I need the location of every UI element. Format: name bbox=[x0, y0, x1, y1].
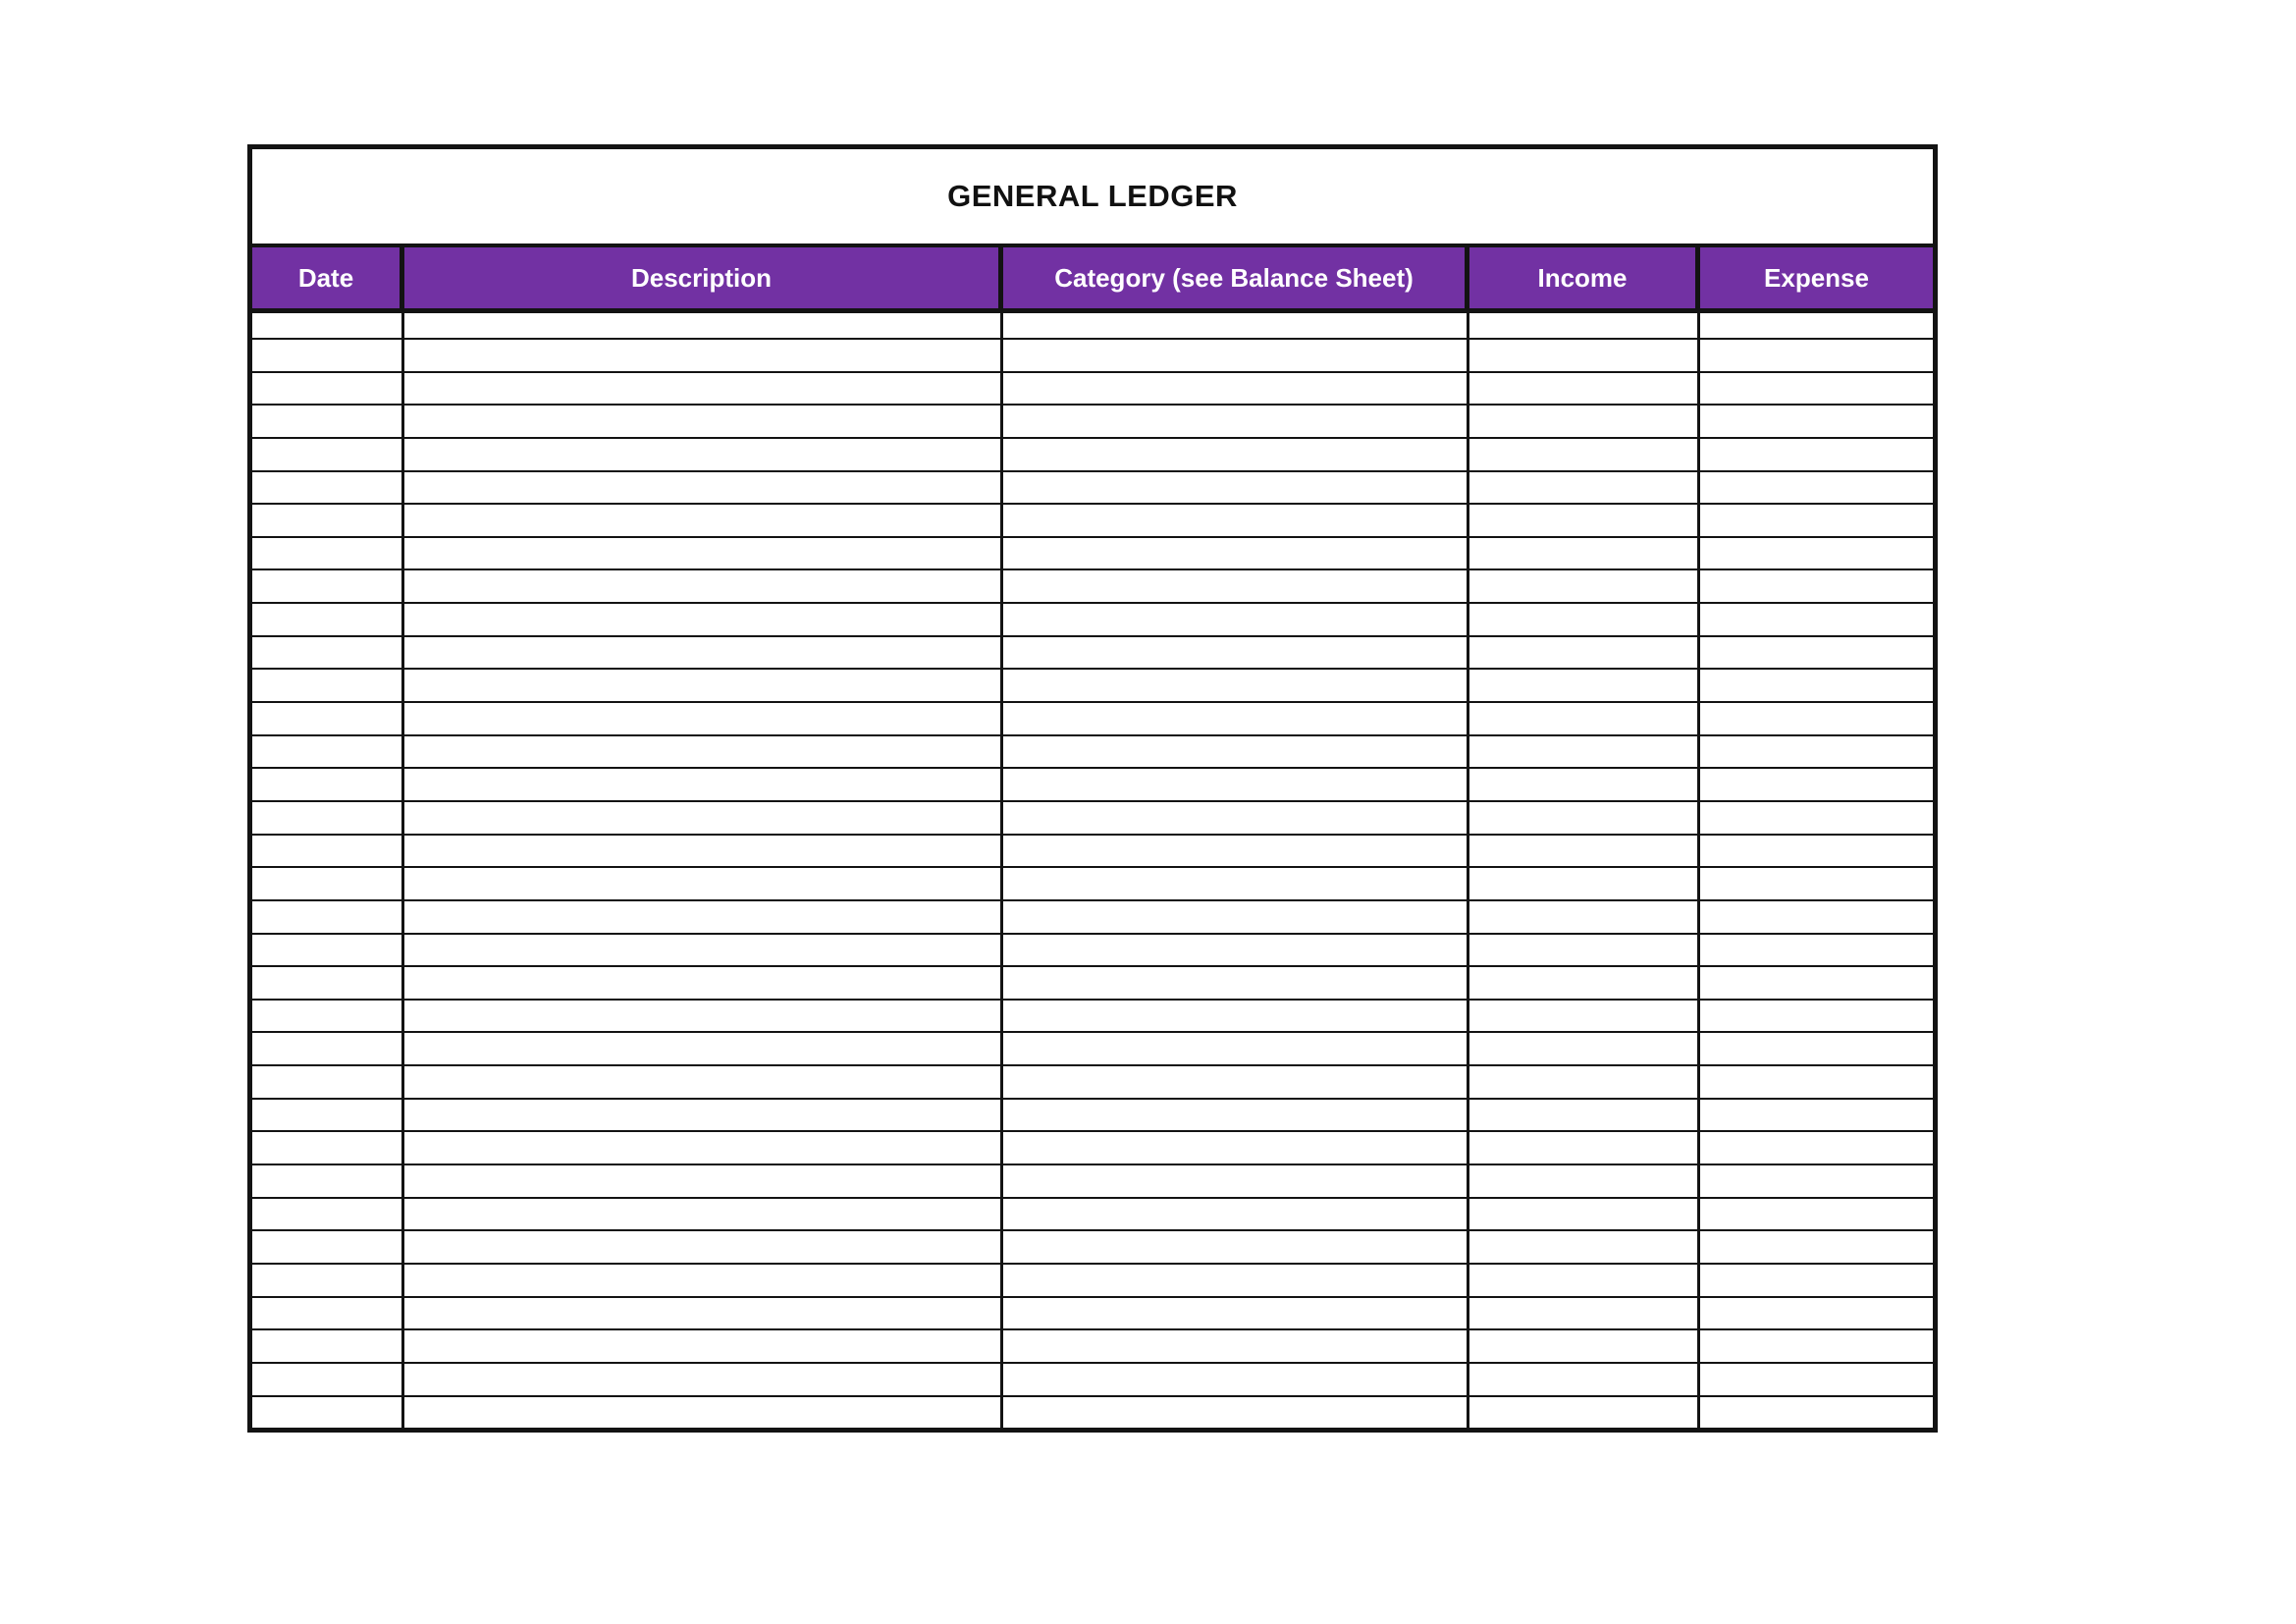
ledger-cell[interactable] bbox=[1469, 570, 1700, 602]
ledger-cell[interactable] bbox=[1003, 1330, 1469, 1362]
ledger-cell[interactable] bbox=[1003, 802, 1469, 834]
ledger-cell[interactable] bbox=[404, 967, 1003, 999]
ledger-cell[interactable] bbox=[252, 670, 404, 701]
ledger-title-row bbox=[252, 149, 1933, 247]
ledger-cell[interactable] bbox=[252, 373, 404, 405]
ledger-cell[interactable] bbox=[252, 505, 404, 536]
ledger-cell[interactable] bbox=[1700, 1033, 1933, 1064]
ledger-cell[interactable] bbox=[1003, 1165, 1469, 1197]
ledger-cell[interactable] bbox=[252, 472, 404, 504]
ledger-cell[interactable] bbox=[1003, 935, 1469, 966]
ledger-cell[interactable] bbox=[1700, 935, 1933, 966]
ledger-cell[interactable] bbox=[252, 967, 404, 999]
ledger-row bbox=[252, 1066, 1933, 1100]
ledger-cell[interactable] bbox=[252, 1066, 404, 1098]
ledger-cell[interactable] bbox=[1700, 604, 1933, 635]
ledger-row bbox=[252, 1298, 1933, 1331]
ledger-cell[interactable] bbox=[1469, 769, 1700, 800]
ledger-cell[interactable] bbox=[404, 570, 1003, 602]
ledger-cell[interactable] bbox=[1469, 1397, 1700, 1429]
ledger-row bbox=[252, 472, 1933, 506]
ledger-cell[interactable] bbox=[252, 1001, 404, 1032]
ledger-cell[interactable] bbox=[1700, 1231, 1933, 1263]
ledger-cell[interactable] bbox=[252, 1231, 404, 1263]
ledger-cell[interactable] bbox=[404, 1265, 1003, 1296]
ledger-cell[interactable] bbox=[404, 769, 1003, 800]
ledger-row bbox=[252, 1231, 1933, 1265]
ledger-cell[interactable] bbox=[1003, 1298, 1469, 1329]
ledger-cell[interactable] bbox=[1700, 901, 1933, 933]
ledger-cell[interactable] bbox=[252, 1265, 404, 1296]
column-header-income: Income bbox=[1469, 247, 1700, 308]
ledger-cell[interactable] bbox=[1003, 1001, 1469, 1032]
column-header-expense: Expense bbox=[1700, 247, 1933, 308]
ledger-cell[interactable] bbox=[1700, 967, 1933, 999]
ledger-cell[interactable] bbox=[404, 439, 1003, 470]
ledger-cell[interactable] bbox=[1469, 935, 1700, 966]
ledger-cell[interactable] bbox=[1700, 1001, 1933, 1032]
ledger-row bbox=[252, 505, 1933, 538]
ledger-cell[interactable] bbox=[1700, 637, 1933, 669]
ledger-row bbox=[252, 935, 1933, 968]
ledger-row bbox=[252, 1001, 1933, 1034]
ledger-row bbox=[252, 406, 1933, 439]
ledger-cell[interactable] bbox=[404, 406, 1003, 437]
ledger-cell[interactable] bbox=[1003, 703, 1469, 734]
ledger-row bbox=[252, 1364, 1933, 1397]
ledger-cell[interactable] bbox=[1700, 373, 1933, 405]
ledger-cell[interactable] bbox=[1003, 1100, 1469, 1131]
ledger-cell[interactable] bbox=[404, 538, 1003, 569]
ledger-header-row bbox=[252, 247, 1933, 313]
ledger-row bbox=[252, 736, 1933, 770]
ledger-cell[interactable] bbox=[404, 340, 1003, 371]
ledger-cell[interactable] bbox=[1003, 836, 1469, 867]
ledger-cell[interactable] bbox=[252, 703, 404, 734]
ledger-cell[interactable] bbox=[1003, 1132, 1469, 1164]
ledger-cell[interactable] bbox=[1700, 340, 1933, 371]
ledger-cell[interactable] bbox=[1700, 1100, 1933, 1131]
ledger-cell[interactable] bbox=[1469, 472, 1700, 504]
ledger-cell[interactable] bbox=[1469, 1132, 1700, 1164]
ledger-cell[interactable] bbox=[1003, 604, 1469, 635]
ledger-cell[interactable] bbox=[404, 1364, 1003, 1395]
ledger-cell[interactable] bbox=[1003, 1199, 1469, 1230]
ledger-cell[interactable] bbox=[404, 313, 1003, 338]
ledger-cell[interactable] bbox=[404, 901, 1003, 933]
ledger-cell[interactable] bbox=[1469, 373, 1700, 405]
ledger-row bbox=[252, 901, 1933, 935]
ledger-row bbox=[252, 1330, 1933, 1364]
ledger-cell[interactable] bbox=[1003, 1397, 1469, 1429]
ledger-cell[interactable] bbox=[1700, 472, 1933, 504]
ledger-cell[interactable] bbox=[1700, 1397, 1933, 1429]
ledger-cell[interactable] bbox=[1700, 1330, 1933, 1362]
ledger-cell[interactable] bbox=[1003, 736, 1469, 768]
ledger-cell[interactable] bbox=[1469, 1199, 1700, 1230]
ledger-cell[interactable] bbox=[252, 1199, 404, 1230]
ledger-cell[interactable] bbox=[404, 736, 1003, 768]
ledger-cell[interactable] bbox=[1469, 1265, 1700, 1296]
ledger-cell[interactable] bbox=[1469, 313, 1700, 338]
ledger-cell[interactable] bbox=[1003, 1364, 1469, 1395]
ledger-body bbox=[252, 313, 1933, 1428]
ledger-cell[interactable] bbox=[404, 670, 1003, 701]
ledger-cell[interactable] bbox=[252, 538, 404, 569]
ledger-cell[interactable] bbox=[1003, 670, 1469, 701]
ledger-cell[interactable] bbox=[1003, 570, 1469, 602]
ledger-cell[interactable] bbox=[404, 637, 1003, 669]
ledger-row bbox=[252, 637, 1933, 671]
ledger-row bbox=[252, 1265, 1933, 1298]
ledger-row bbox=[252, 1199, 1933, 1232]
ledger-cell[interactable] bbox=[1700, 1132, 1933, 1164]
ledger-cell[interactable] bbox=[252, 836, 404, 867]
ledger-cell[interactable] bbox=[1003, 313, 1469, 338]
ledger-cell[interactable] bbox=[404, 1397, 1003, 1429]
ledger-cell[interactable] bbox=[1700, 1298, 1933, 1329]
ledger-row bbox=[252, 967, 1933, 1001]
ledger-cell[interactable] bbox=[404, 802, 1003, 834]
ledger-cell[interactable] bbox=[1700, 1265, 1933, 1296]
ledger-title: GENERAL LEDGER bbox=[947, 179, 1238, 213]
ledger-cell[interactable] bbox=[1469, 901, 1700, 933]
ledger-cell[interactable] bbox=[1003, 439, 1469, 470]
ledger-row bbox=[252, 868, 1933, 901]
ledger-row bbox=[252, 373, 1933, 406]
ledger-cell[interactable] bbox=[1003, 406, 1469, 437]
ledger-cell[interactable] bbox=[1700, 570, 1933, 602]
ledger-cell[interactable] bbox=[1469, 1330, 1700, 1362]
ledger-cell[interactable] bbox=[252, 802, 404, 834]
ledger-cell[interactable] bbox=[252, 769, 404, 800]
ledger-row bbox=[252, 1397, 1933, 1429]
ledger-cell[interactable] bbox=[1700, 703, 1933, 734]
general-ledger-table bbox=[247, 144, 1938, 1433]
ledger-row bbox=[252, 769, 1933, 802]
ledger-row bbox=[252, 604, 1933, 637]
ledger-cell[interactable] bbox=[404, 703, 1003, 734]
ledger-cell[interactable] bbox=[1700, 1364, 1933, 1395]
ledger-cell[interactable] bbox=[252, 1330, 404, 1362]
ledger-cell[interactable] bbox=[1003, 1066, 1469, 1098]
ledger-row bbox=[252, 1132, 1933, 1165]
ledger-cell[interactable] bbox=[1003, 901, 1469, 933]
ledger-row bbox=[252, 1033, 1933, 1066]
ledger-cell[interactable] bbox=[404, 836, 1003, 867]
ledger-cell[interactable] bbox=[252, 901, 404, 933]
ledger-cell[interactable] bbox=[252, 736, 404, 768]
ledger-cell[interactable] bbox=[1003, 340, 1469, 371]
ledger-cell[interactable] bbox=[252, 1397, 404, 1429]
ledger-cell[interactable] bbox=[252, 1033, 404, 1064]
ledger-cell[interactable] bbox=[252, 1298, 404, 1329]
ledger-cell[interactable] bbox=[1700, 868, 1933, 899]
ledger-cell[interactable] bbox=[1469, 604, 1700, 635]
ledger-cell[interactable] bbox=[1003, 373, 1469, 405]
ledger-row bbox=[252, 439, 1933, 472]
ledger-cell[interactable] bbox=[1469, 802, 1700, 834]
ledger-cell[interactable] bbox=[252, 406, 404, 437]
ledger-cell[interactable] bbox=[404, 1298, 1003, 1329]
ledger-cell[interactable] bbox=[1700, 802, 1933, 834]
ledger-cell[interactable] bbox=[1700, 769, 1933, 800]
ledger-cell[interactable] bbox=[1700, 670, 1933, 701]
ledger-cell[interactable] bbox=[404, 1132, 1003, 1164]
ledger-row bbox=[252, 802, 1933, 836]
ledger-cell[interactable] bbox=[1469, 670, 1700, 701]
ledger-row bbox=[252, 1165, 1933, 1199]
ledger-cell[interactable] bbox=[1469, 538, 1700, 569]
column-header-date: Date bbox=[252, 247, 404, 308]
ledger-cell[interactable] bbox=[1469, 439, 1700, 470]
ledger-cell[interactable] bbox=[1700, 1199, 1933, 1230]
ledger-cell[interactable] bbox=[1003, 538, 1469, 569]
ledger-cell[interactable] bbox=[252, 1100, 404, 1131]
ledger-cell[interactable] bbox=[1469, 406, 1700, 437]
ledger-cell[interactable] bbox=[404, 1165, 1003, 1197]
ledger-cell[interactable] bbox=[1003, 1265, 1469, 1296]
ledger-cell[interactable] bbox=[1003, 472, 1469, 504]
ledger-cell[interactable] bbox=[404, 935, 1003, 966]
ledger-cell[interactable] bbox=[252, 313, 404, 338]
ledger-cell[interactable] bbox=[252, 935, 404, 966]
ledger-cell[interactable] bbox=[1700, 313, 1933, 338]
ledger-row bbox=[252, 1100, 1933, 1133]
ledger-cell[interactable] bbox=[1469, 1298, 1700, 1329]
ledger-cell[interactable] bbox=[1700, 406, 1933, 437]
ledger-cell[interactable] bbox=[1469, 1001, 1700, 1032]
ledger-cell[interactable] bbox=[1469, 1066, 1700, 1098]
ledger-cell[interactable] bbox=[404, 1330, 1003, 1362]
ledger-cell[interactable] bbox=[404, 1001, 1003, 1032]
ledger-cell[interactable] bbox=[252, 340, 404, 371]
ledger-cell[interactable] bbox=[1469, 703, 1700, 734]
ledger-cell[interactable] bbox=[1700, 538, 1933, 569]
ledger-cell[interactable] bbox=[404, 1033, 1003, 1064]
ledger-cell[interactable] bbox=[404, 1066, 1003, 1098]
ledger-row bbox=[252, 538, 1933, 571]
ledger-row bbox=[252, 836, 1933, 869]
ledger-cell[interactable] bbox=[1700, 439, 1933, 470]
ledger-cell[interactable] bbox=[1469, 1100, 1700, 1131]
ledger-cell[interactable] bbox=[1469, 868, 1700, 899]
ledger-cell[interactable] bbox=[1700, 836, 1933, 867]
ledger-cell[interactable] bbox=[404, 373, 1003, 405]
ledger-cell[interactable] bbox=[404, 1231, 1003, 1263]
ledger-row bbox=[252, 340, 1933, 373]
ledger-cell[interactable] bbox=[404, 1199, 1003, 1230]
ledger-cell[interactable] bbox=[404, 1100, 1003, 1131]
ledger-cell[interactable] bbox=[252, 439, 404, 470]
ledger-cell[interactable] bbox=[1469, 505, 1700, 536]
ledger-cell[interactable] bbox=[404, 604, 1003, 635]
ledger-cell[interactable] bbox=[1469, 340, 1700, 371]
ledger-cell[interactable] bbox=[1700, 1066, 1933, 1098]
ledger-cell[interactable] bbox=[1003, 967, 1469, 999]
ledger-cell[interactable] bbox=[1003, 637, 1469, 669]
ledger-cell[interactable] bbox=[252, 1364, 404, 1395]
ledger-cell[interactable] bbox=[252, 1165, 404, 1197]
ledger-cell[interactable] bbox=[1700, 1165, 1933, 1197]
ledger-cell[interactable] bbox=[1003, 868, 1469, 899]
ledger-cell[interactable] bbox=[1469, 967, 1700, 999]
ledger-cell[interactable] bbox=[1469, 836, 1700, 867]
ledger-row bbox=[252, 570, 1933, 604]
ledger-cell[interactable] bbox=[1003, 1033, 1469, 1064]
ledger-cell[interactable] bbox=[252, 570, 404, 602]
ledger-cell[interactable] bbox=[404, 472, 1003, 504]
ledger-cell[interactable] bbox=[252, 604, 404, 635]
ledger-cell[interactable] bbox=[1469, 736, 1700, 768]
ledger-cell[interactable] bbox=[1469, 1231, 1700, 1263]
ledger-cell[interactable] bbox=[1469, 1364, 1700, 1395]
ledger-cell[interactable] bbox=[1469, 1165, 1700, 1197]
ledger-cell[interactable] bbox=[1700, 505, 1933, 536]
ledger-cell[interactable] bbox=[1469, 637, 1700, 669]
ledger-row bbox=[252, 703, 1933, 736]
ledger-cell[interactable] bbox=[1469, 1033, 1700, 1064]
column-header-description: Description bbox=[404, 247, 1003, 308]
ledger-cell[interactable] bbox=[1003, 769, 1469, 800]
ledger-cell[interactable] bbox=[1003, 1231, 1469, 1263]
ledger-cell[interactable] bbox=[252, 1132, 404, 1164]
ledger-cell[interactable] bbox=[1700, 736, 1933, 768]
ledger-cell[interactable] bbox=[252, 868, 404, 899]
ledger-cell[interactable] bbox=[404, 505, 1003, 536]
column-header-category: Category (see Balance Sheet) bbox=[1003, 247, 1469, 308]
ledger-row bbox=[252, 313, 1933, 340]
ledger-row bbox=[252, 670, 1933, 703]
ledger-cell[interactable] bbox=[404, 868, 1003, 899]
ledger-cell[interactable] bbox=[252, 637, 404, 669]
ledger-cell[interactable] bbox=[1003, 505, 1469, 536]
